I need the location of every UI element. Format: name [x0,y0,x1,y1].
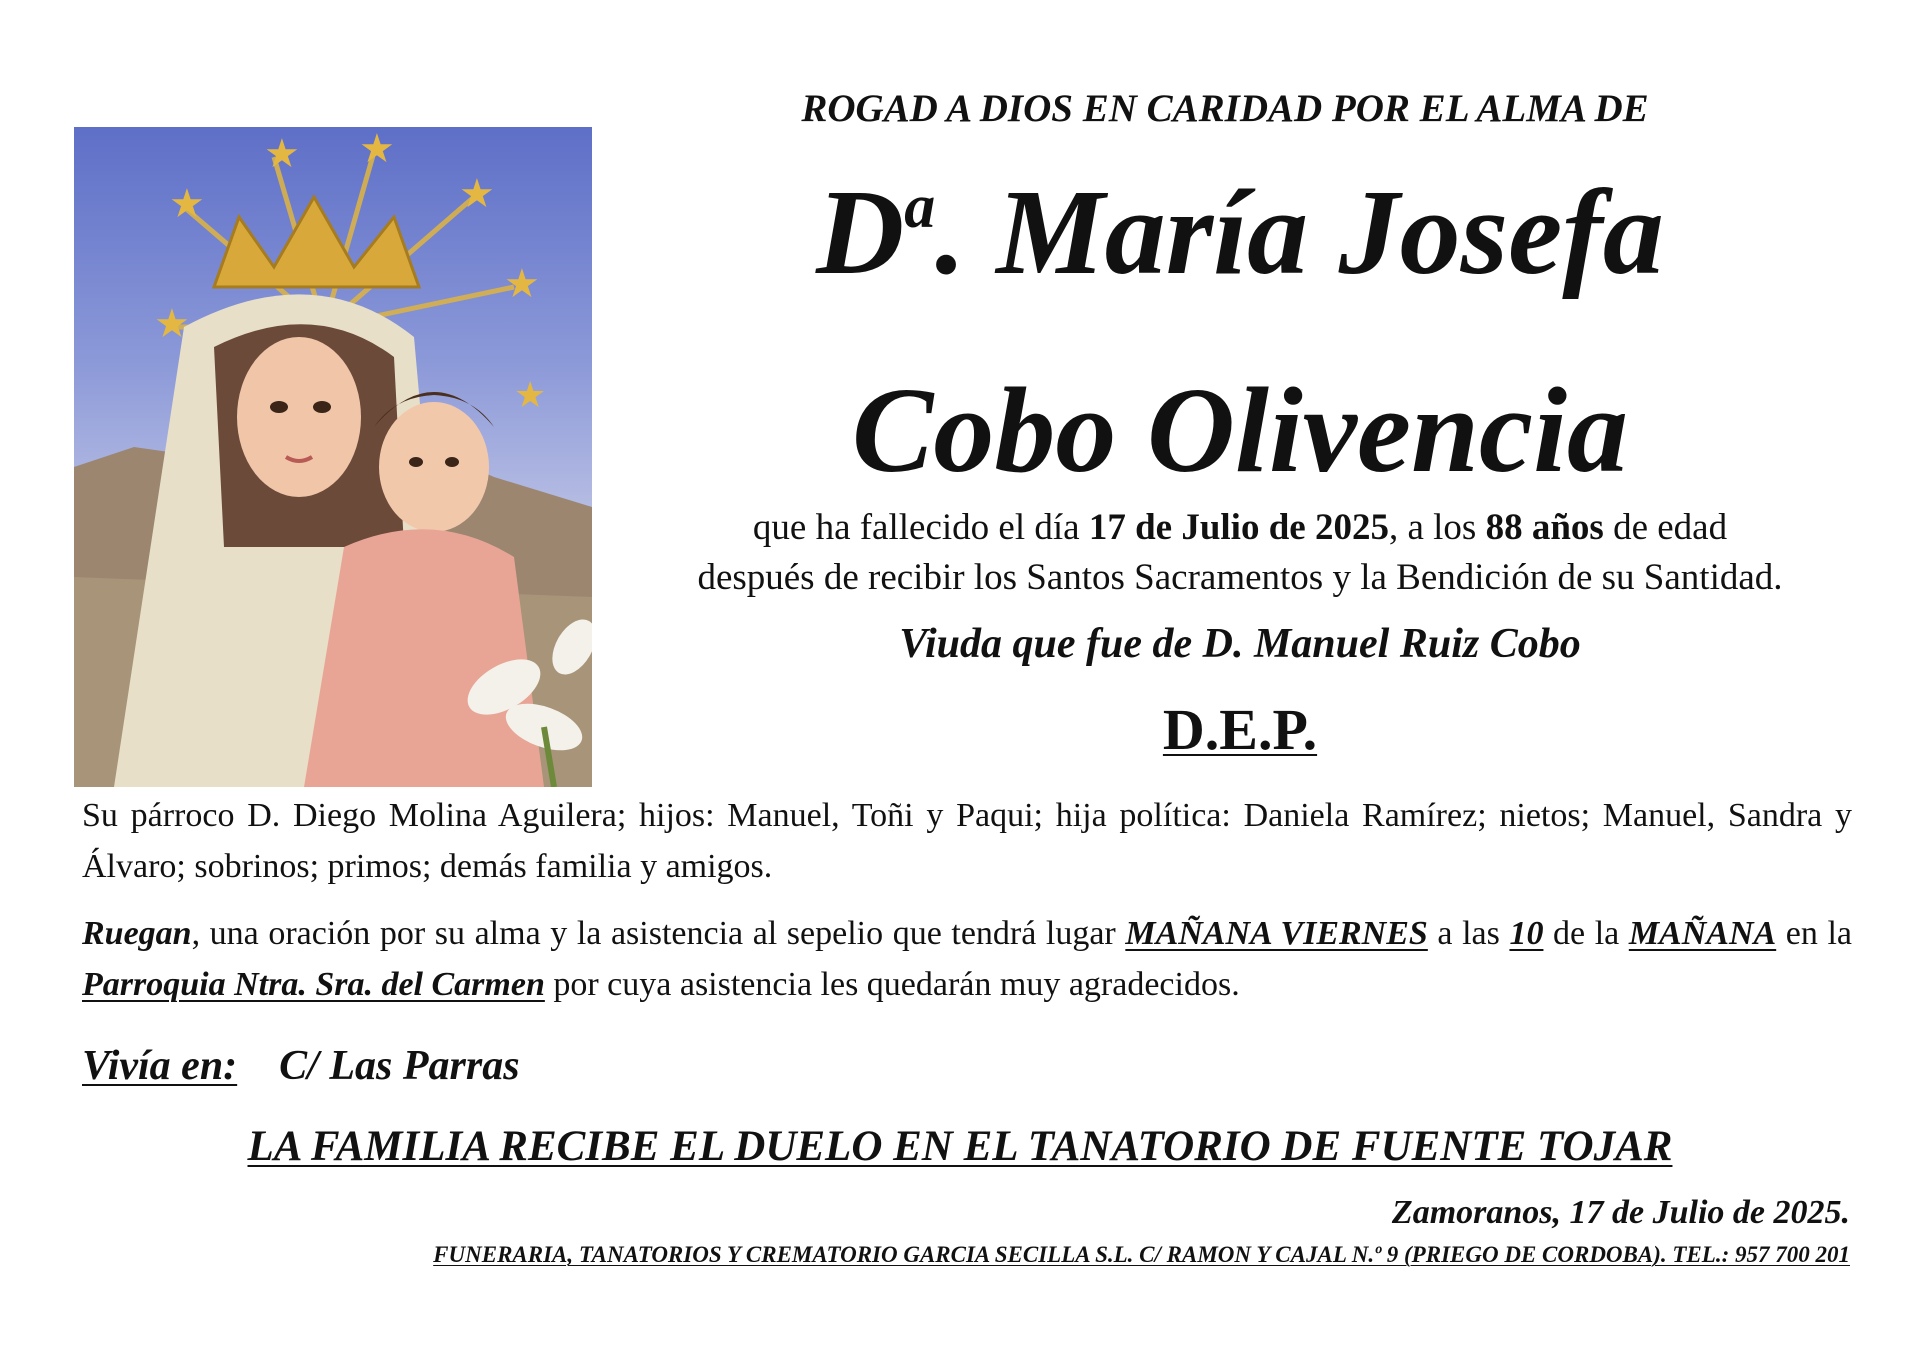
name-first: . María Josefa [935,165,1664,300]
funeral-request-text: Ruegan, una oración por su alma y la asistencia al sepelio que tendrá lugar MAÑANA VIERNES a las 10 de la MAÑANA en la Parroquia Ntra. Sra. del Carmen por cuya asistencia les quedarán muy agradecidos. [82,915,1852,1003]
svg-text:★: ★ [514,375,547,415]
place-date: Zamoranos, 17 de Julio de 2025. [1391,1194,1850,1231]
name-prefix-superscript: a [904,173,936,241]
svg-text:★: ★ [459,171,495,216]
svg-text:★: ★ [264,131,300,176]
residence-label: Vivía en: [82,1043,238,1089]
family-text: Su párroco D. Diego Molina Aguilera; hijos: Manuel, Toñi y Paqui; hija política: Daniela Ramírez; nietos; Manuel, Sandra y Álvaro; sobrinos; primos; demás familia y amigos. [82,797,1852,885]
deceased-info-line1: que ha fallecido el día 17 de Julio de 2025, a los 88 años de edad [752,507,1728,548]
crown-shape [214,197,419,287]
ruegan-lead: Ruegan [82,915,192,952]
age: 88 años [1485,507,1604,548]
dep-text: D.E.P. [1162,697,1318,762]
funeral-home-info: FUNERARIA, TANATORIOS Y CREMATORIO GARCIA SECILLA S.L. C/ RAMON Y CAJAL N.º 9 (PRIEGO DE CORDOBA). TEL.: 957 700 201 [433,1242,1850,1267]
burial-day: MAÑANA VIERNES [1125,915,1428,952]
name-prefix: D [816,165,905,300]
child-face [379,402,489,532]
deceased-name-line1 [640,160,1840,306]
residence-address: C/ Las Parras [279,1043,520,1089]
residence [82,1042,520,1090]
virgin-and-child-illustration [74,127,592,787]
church-name: Parroquia Ntra. Sra. del Carmen [82,966,545,1003]
deceased-info [620,503,1860,603]
deceased-info-line2: después de recibir los Santos Sacramentos y la Bendición de su Santidad. [697,556,1783,598]
death-date: 17 de Julio de 2025 [1088,507,1389,548]
svg-text:★: ★ [504,261,540,306]
header-text: ROGAD A DIOS EN CARIDAD POR EL ALMA DE [801,87,1649,130]
svg-text:★: ★ [154,301,190,346]
virgin-and-child-image [74,127,592,787]
deceased-name-line2: Cobo Olivencia [852,363,1628,498]
virgin-face [237,337,361,497]
mourning-notice: LA FAMILIA RECIBE EL DUELO EN EL TANATORIO DE FUENTE TOJAR [247,1123,1673,1170]
svg-text:★: ★ [359,127,395,171]
burial-hour: 10 [1509,915,1544,952]
burial-period: MAÑANA [1628,915,1777,952]
widow-text: Viuda que fue de D. Manuel Ruiz Cobo [899,621,1581,667]
svg-text:★: ★ [169,181,205,226]
